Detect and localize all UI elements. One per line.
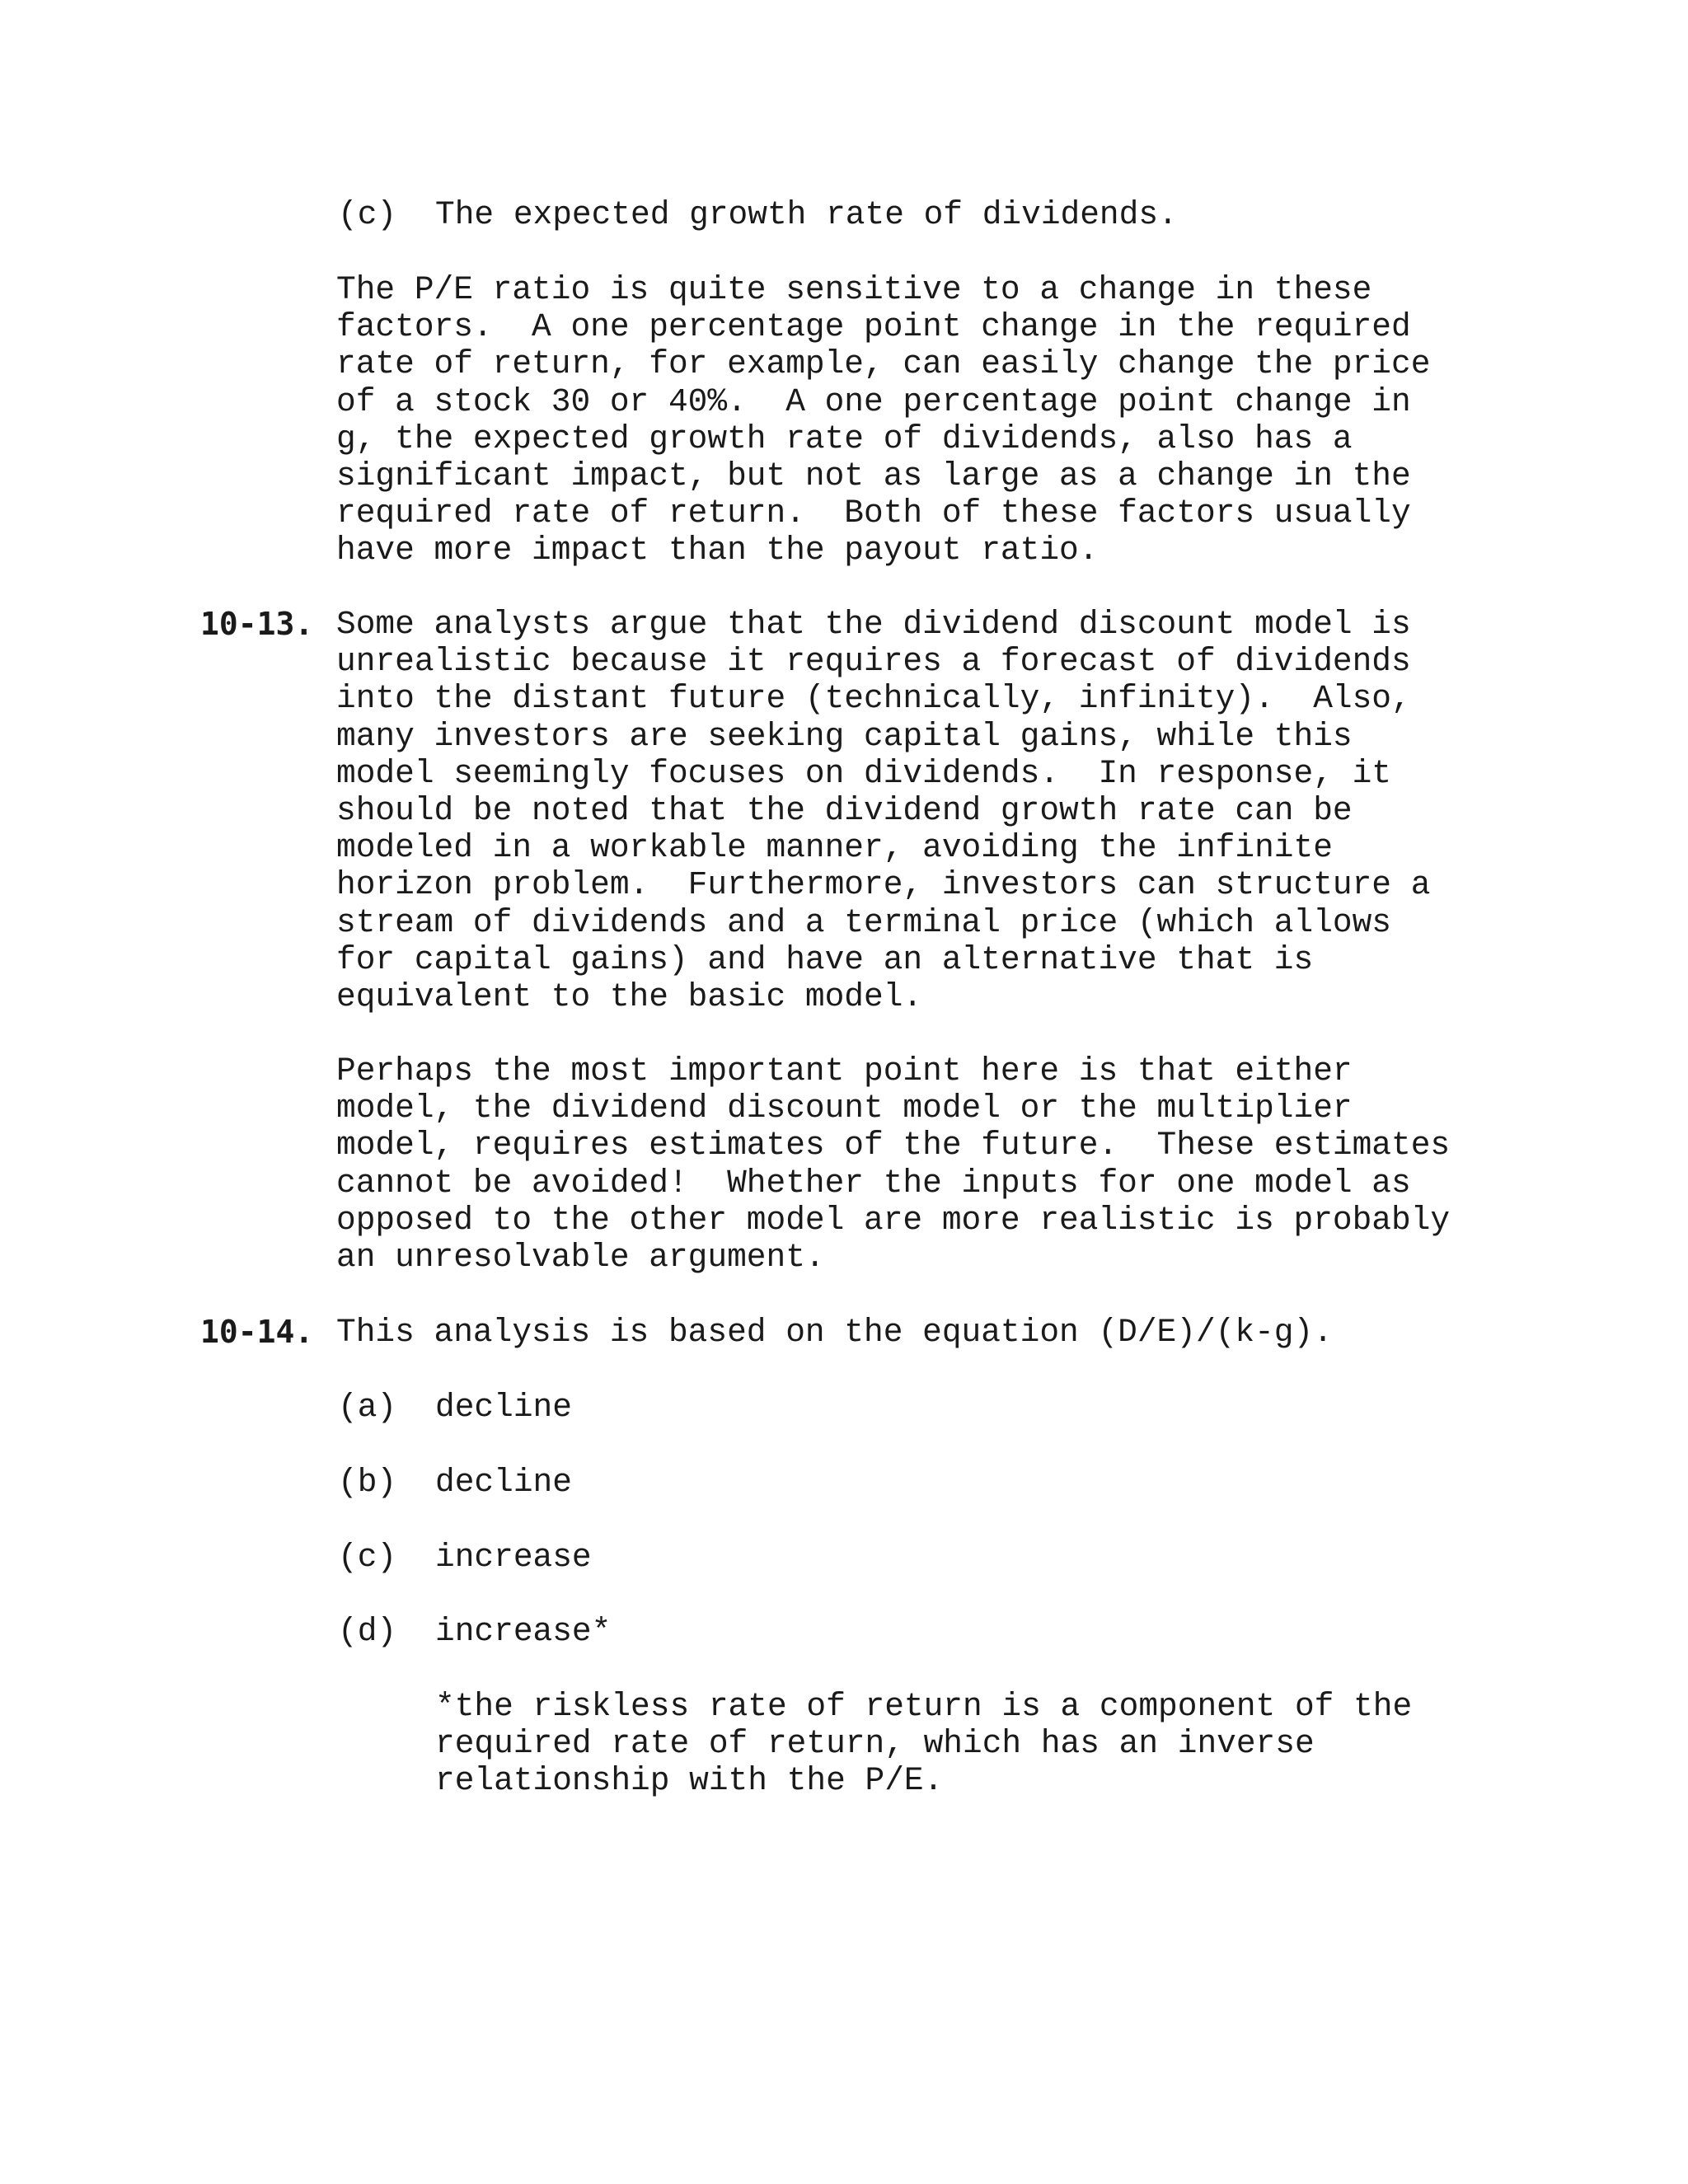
- paragraph-line: unrealistic because it requires a forecast of dividends: [336, 643, 1411, 681]
- q14-item-b-text: decline: [435, 1464, 572, 1501]
- paragraph-line: opposed to the other model are more realistic is probably: [336, 1201, 1451, 1239]
- footnote-line: required rate of return, which has an inverse: [435, 1725, 1315, 1763]
- paragraph-line: for capital gains) and have an alternative that is: [336, 940, 1314, 978]
- top-item-text: The expected growth rate of dividends.: [435, 196, 1178, 233]
- paragraph-line: many investors are seeking capital gains, while this: [336, 717, 1353, 755]
- paragraph-line: stream of dividends and a terminal price (which allows: [336, 903, 1392, 941]
- paragraph-line: g, the expected growth rate of dividends, also has a: [336, 419, 1353, 457]
- paragraph-line: have more impact than the payout ratio.: [336, 532, 1099, 569]
- pe-sensitivity-paragraph: [336, 271, 1430, 569]
- paragraph-line: should be noted that the dividend growth rate can be: [336, 792, 1353, 830]
- q14-item-c-label: (c): [338, 1539, 397, 1576]
- footnote-line: relationship with the P/E.: [435, 1762, 944, 1800]
- paragraph-line: model, the dividend discount model or the multiplier: [336, 1090, 1353, 1127]
- q14-item-d-label: (d): [338, 1613, 397, 1650]
- paragraph-line: cannot be avoided! Whether the inputs for one model as: [336, 1164, 1411, 1202]
- paragraph-line: model seemingly focuses on dividends. In response, it: [336, 754, 1392, 792]
- paragraph-line: modeled in a workable manner, avoiding the infinite: [336, 829, 1333, 867]
- paragraph-line: The P/E ratio is quite sensitive to a change in these: [336, 271, 1372, 308]
- question-number-10-14: 10-14.: [200, 1314, 314, 1350]
- top-item-label: (c): [338, 196, 397, 233]
- paragraph-line: an unresolvable argument.: [336, 1239, 825, 1277]
- q13-paragraph-2: [336, 1052, 1450, 1276]
- paragraph-line: Perhaps the most important point here is that either: [336, 1052, 1353, 1090]
- paragraph-line: into the distant future (technically, infinity). Also,: [336, 680, 1411, 718]
- paragraph-line: Some analysts argue that the dividend discount model is: [336, 606, 1411, 643]
- paragraph-line: required rate of return. Both of these factors usually: [336, 494, 1411, 532]
- paragraph-line: model, requires estimates of the future. These estimates: [336, 1127, 1451, 1165]
- q14-item-d-text: increase*: [435, 1613, 612, 1650]
- q14-intro: This analysis is based on the equation (D/E)/(k-g).: [336, 1314, 1333, 1351]
- paragraph-line: factors. A one percentage point change in the required: [336, 308, 1411, 346]
- paragraph-line: rate of return, for example, can easily change the price: [336, 345, 1431, 383]
- footnote-line: *the riskless rate of return is a component of the: [435, 1688, 1413, 1725]
- q14-item-b-label: (b): [338, 1464, 397, 1501]
- q14-footnote: [435, 1688, 1412, 1800]
- paragraph-line: equivalent to the basic model.: [336, 978, 923, 1016]
- paragraph-line: significant impact, but not as large as a change in the: [336, 457, 1411, 495]
- q14-item-c-text: increase: [435, 1539, 592, 1576]
- paragraph-line: of a stock 30 or 40%. A one percentage point change in: [336, 382, 1411, 420]
- q14-item-a-text: decline: [435, 1389, 572, 1426]
- paragraph-line: horizon problem. Furthermore, investors can structure a: [336, 866, 1431, 904]
- q13-paragraph-1: [336, 606, 1430, 1015]
- q14-item-a-label: (a): [338, 1389, 397, 1426]
- question-number-10-13: 10-13.: [200, 606, 314, 642]
